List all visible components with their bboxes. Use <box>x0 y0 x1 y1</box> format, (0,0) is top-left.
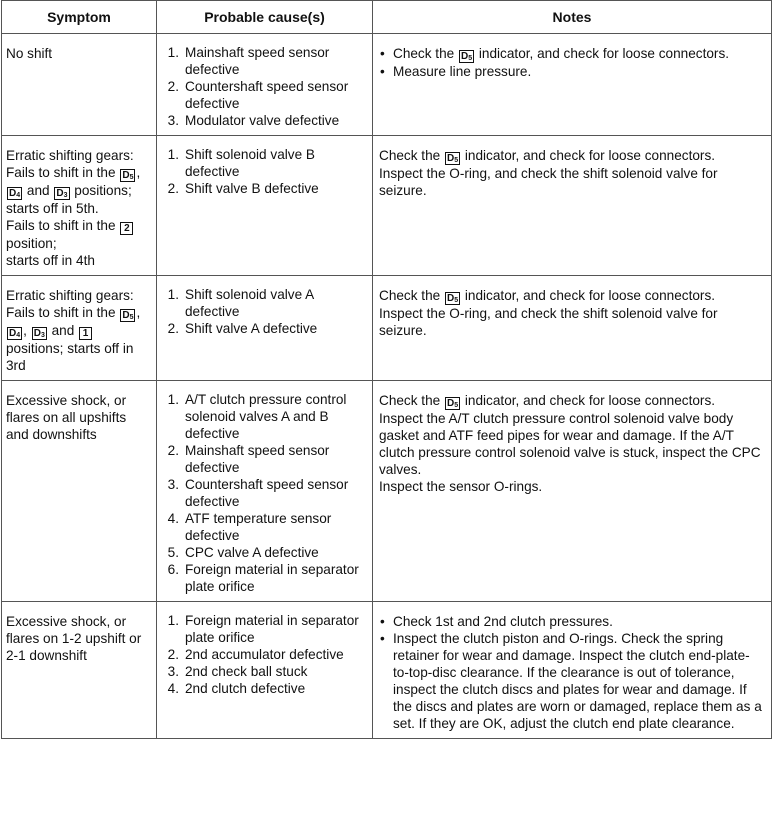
symptom-text: Erratic shifting gears: <box>6 288 134 303</box>
cause-text: Foreign material in separator plate orifice <box>185 562 359 594</box>
position-d5-icon: $D_5$ <box>122 170 134 181</box>
probable-cause-cell <box>157 34 373 136</box>
cause-item <box>157 476 368 510</box>
cause-number: 1. <box>167 392 179 407</box>
table-row <box>2 34 772 136</box>
cause-item <box>157 612 368 646</box>
cause-text: Modulator valve defective <box>185 113 340 128</box>
cause-item <box>157 544 368 561</box>
symptom-text: Excessive shock, or flares on 1-2 upshift or 2-1 downshift <box>6 614 142 663</box>
notes-cell <box>373 381 772 602</box>
cause-list <box>157 391 368 595</box>
header-notes: Notes <box>373 1 772 34</box>
table-row <box>2 276 772 381</box>
cause-number: 5. <box>167 545 179 560</box>
cause-item <box>157 442 368 476</box>
table-row <box>2 381 772 602</box>
note-paragraph: Check the $D_5$ indicator, and check for loose connectors. <box>379 393 716 409</box>
notes-cell <box>373 136 772 276</box>
cause-text: Countershaft speed sensor defective <box>185 477 349 509</box>
symptom-cell <box>2 276 157 381</box>
symptom-text: No shift <box>6 46 53 61</box>
cause-number: 3. <box>167 477 179 492</box>
symptom-cell <box>2 34 157 136</box>
table-header <box>2 1 772 34</box>
header-row <box>2 1 772 34</box>
position-d5-icon: $D_5$ <box>446 398 459 409</box>
position-d3-icon: $D_3$ <box>56 188 68 199</box>
note-paragraph: Check the $D_5$ indicator, and check for loose connectors. <box>379 148 716 164</box>
table-row <box>2 136 772 276</box>
table-body <box>2 34 772 739</box>
cause-number: 1. <box>167 45 179 60</box>
header-probable-causes: Probable cause(s) <box>157 1 373 34</box>
note-paragraph: Inspect the A/T clutch pressure control solenoid valve body gasket and ATF feed pipes for wear and damage. If the A/T clutch pressure control solenoid valve is stuck, inspect the CPC valves. <box>379 411 761 477</box>
cause-text: Shift valve A defective <box>185 321 318 336</box>
symptom-cell <box>2 381 157 602</box>
symptom-cell <box>2 602 157 739</box>
cause-text: Shift solenoid valve B defective <box>185 147 315 179</box>
cause-number: 1. <box>167 287 179 302</box>
note-paragraph: Inspect the O-ring, and check the shift solenoid valve for seizure. <box>379 306 718 338</box>
cause-number: 1. <box>167 147 179 162</box>
symptom-cell <box>2 136 157 276</box>
notes-list <box>379 45 765 80</box>
probable-cause-cell <box>157 136 373 276</box>
cause-list <box>157 612 368 697</box>
position-d5-icon: $D_5$ <box>446 153 459 164</box>
note-item: • Check 1st and 2nd clutch pressures. <box>379 613 765 630</box>
cause-item <box>157 391 368 442</box>
position-d5-icon: $D_5$ <box>446 293 459 304</box>
cause-number: 6. <box>167 562 179 577</box>
position-d3-icon: $D_3$ <box>33 328 45 339</box>
cause-text: 2nd clutch defective <box>185 681 306 696</box>
cause-text: Shift valve B defective <box>185 181 319 196</box>
symptom-text: starts off in 4th <box>6 253 95 268</box>
cause-text: Foreign material in separator plate orifice <box>185 613 359 645</box>
position-d5-icon: $D_5$ <box>460 51 473 62</box>
probable-cause-cell <box>157 381 373 602</box>
header-symptom: Symptom <box>2 1 157 34</box>
cause-number: 2. <box>167 181 179 196</box>
cause-number: 2. <box>167 321 179 336</box>
position-2-icon: 2 <box>120 222 133 235</box>
note-paragraph: Inspect the sensor O-rings. <box>379 479 543 494</box>
cause-text: A/T clutch pressure control solenoid valves A and B defective <box>185 392 347 441</box>
cause-number: 3. <box>167 664 179 679</box>
cause-item <box>157 44 368 78</box>
cause-item <box>157 646 368 663</box>
cause-text: 2nd accumulator defective <box>185 647 344 662</box>
symptom-text: Fails to shift in the 2 position; <box>6 217 152 252</box>
cause-item <box>157 146 368 180</box>
cause-number: 2. <box>167 79 179 94</box>
position-d4-icon: $D_4$ <box>9 188 21 199</box>
cause-number: 1. <box>167 613 179 628</box>
cause-item <box>157 561 368 595</box>
notes-cell <box>373 34 772 136</box>
cause-item <box>157 510 368 544</box>
cause-text: CPC valve A defective <box>185 545 319 560</box>
cause-text: Mainshaft speed sensor defective <box>185 443 330 475</box>
position-d4-icon: $D_4$ <box>9 328 21 339</box>
position-d5-icon: $D_5$ <box>122 310 134 321</box>
note-paragraph: Check the $D_5$ indicator, and check for loose connectors. <box>379 288 716 304</box>
cause-item <box>157 180 368 197</box>
cause-list <box>157 146 368 197</box>
cause-number: 4. <box>167 681 179 696</box>
symptom-text: Fails to shift in the $D_5$ , $D_4$ , $D_3$ and 1 positions; starts off in 3rd <box>6 305 141 373</box>
notes-list <box>379 613 765 732</box>
cause-list <box>157 286 368 337</box>
notes-cell <box>373 276 772 381</box>
table-row <box>2 602 772 739</box>
troubleshooting-table <box>1 0 772 739</box>
cause-list <box>157 44 368 129</box>
cause-text: ATF temperature sensor defective <box>185 511 332 543</box>
cause-item <box>157 286 368 320</box>
probable-cause-cell <box>157 276 373 381</box>
cause-text: Countershaft speed sensor defective <box>185 79 349 111</box>
note-paragraph: Inspect the O-ring, and check the shift solenoid valve for seizure. <box>379 166 718 198</box>
notes-cell <box>373 602 772 739</box>
note-item: • Check the $D_5$ indicator, and check for loose connectors. <box>379 45 765 63</box>
cause-item <box>157 78 368 112</box>
cause-text: Shift solenoid valve A defective <box>185 287 314 319</box>
cause-number: 4. <box>167 511 179 526</box>
cause-number: 3. <box>167 113 179 128</box>
cause-item <box>157 320 368 337</box>
cause-item <box>157 663 368 680</box>
cause-number: 2. <box>167 443 179 458</box>
note-item: • Measure line pressure. <box>379 63 765 80</box>
cause-text: 2nd check ball stuck <box>185 664 308 679</box>
probable-cause-cell <box>157 602 373 739</box>
note-item: • Inspect the clutch piston and O-rings. Check the spring retainer for wear and damage. Inspect the clutch end-plate-to-top-disc clearance. If the clearance is out of tolerance, inspect the clutch discs and plates for wear and damage. If the discs and plates are worn or damaged, replace them as a set. If they are OK, adjust the clutch end plate clearance. <box>379 630 765 732</box>
cause-item <box>157 680 368 697</box>
symptom-text: Erratic shifting gears: <box>6 148 134 163</box>
cause-text: Mainshaft speed sensor defective <box>185 45 330 77</box>
symptom-text: starts off in 5th. <box>6 201 99 216</box>
cause-item <box>157 112 368 129</box>
position-1-icon: 1 <box>79 327 92 340</box>
symptom-text: Fails to shift in the $D_5$ , $D_4$ and $D_3$ positions; <box>6 165 141 199</box>
cause-number: 2. <box>167 647 179 662</box>
symptom-text: Excessive shock, or flares on all upshifts and downshifts <box>6 393 127 442</box>
